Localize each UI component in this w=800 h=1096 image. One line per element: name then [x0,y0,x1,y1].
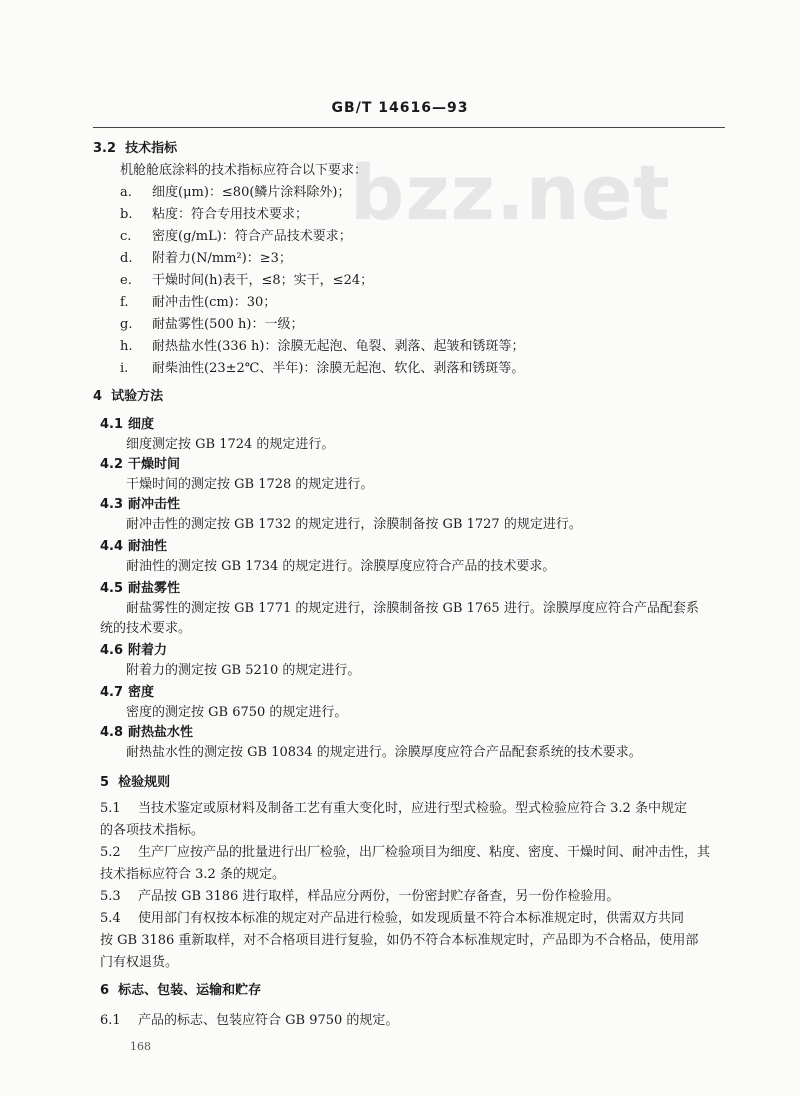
section-6-heading: 6 标志、包装、运输和贮存 [100,983,262,998]
paragraph-line: 按 GB 3186 重新取样，对不合格项目进行复验，如仍不符合本标准规定时，产品即为不合格品，使用部 [100,933,699,948]
paragraph-line: 5.4 使用部门有权按本标准的规定对产品进行检验，如发现质量不符合本标准规定时，供需双方共同 [100,911,685,926]
paragraph-line: 门有权退货。 [100,955,179,970]
list-item: e. 干燥时间(h)表干，≤8；实干，≤24； [120,273,374,288]
list-item: c. 密度(g/mL)：符合产品技术要求； [120,229,352,244]
paragraph-line: 附着力的测定按 GB 5210 的规定进行。 [126,663,361,678]
list-item: f. 耐冲击性(cm)：30； [120,295,277,310]
paragraph-line: 细度测定按 GB 1724 的规定进行。 [126,437,335,452]
section-title: 技术指标 [125,141,178,156]
paragraph-line: 密度的测定按 GB 6750 的规定进行。 [126,705,348,720]
list-item: h. 耐热盐水性(336 h)：涂膜无起泡、龟裂、剥落、起皱和锈斑等； [120,339,525,354]
subsection-heading: 4.2 干燥时间 [100,457,181,472]
paragraph-line: 6.1 产品的标志、包装应符合 GB 9750 的规定。 [100,1013,399,1028]
standard-header: GB/T 14616—93 [331,100,469,116]
subsection-heading: 4.7 密度 [100,685,155,700]
subsection-heading: 4.6 附着力 [100,643,168,658]
paragraph-line: 5.2 生产厂应按产品的批量进行出厂检验，出厂检验项目为细度、粘度、密度、干燥时间、耐冲击性，其 [100,845,711,860]
subsection-heading: 4.3 耐冲击性 [100,497,181,512]
site-watermark: bzz.net [350,148,671,237]
paragraph-line: 5.1 当技术鉴定或原材料及制备工艺有重大变化时，应进行型式检验。型式检验应符合 3.2 条中规定 [100,801,687,816]
section-number: 3.2 [93,141,117,156]
subsection-heading: 4.1 细度 [100,417,155,432]
paragraph-line: 5.3 产品按 GB 3186 进行取样，样品应分两份，一份密封贮存备查，另一份作检验用。 [100,889,620,904]
paragraph-line: 耐油性的测定按 GB 1734 的规定进行。涂膜厚度应符合产品的技术要求。 [126,559,556,574]
list-item: a. 细度(μm)：≤80(鳞片涂料除外)； [120,185,351,200]
section-4-heading: 4 试验方法 [93,389,164,404]
list-item: i. 耐柴油性(23±2℃、半年)：涂膜无起泡、软化、剥落和锈斑等。 [120,361,525,376]
paragraph-line: 技术指标应符合 3.2 条的规定。 [100,867,285,882]
paragraph-line: 耐冲击性的测定按 GB 1732 的规定进行，涂膜制备按 GB 1727 的规定进行。 [126,517,582,532]
section-3-2-heading [93,140,177,158]
list-item: b. 粘度：符合专用技术要求； [120,207,309,222]
section-3-2-intro: 机舱舱底涂料的技术指标应符合以下要求： [120,163,368,178]
paragraph-line: 的各项技术指标。 [100,823,205,838]
subsection-heading: 4.8 耐热盐水性 [100,725,194,740]
header-rule [93,127,725,128]
paragraph-line: 干燥时间的测定按 GB 1728 的规定进行。 [126,477,374,492]
list-item: g. 耐盐雾性(500 h)：一级； [120,317,304,332]
subsection-heading: 4.5 耐盐雾性 [100,581,181,596]
subsection-heading: 4.4 耐油性 [100,539,168,554]
list-item: d. 附着力(N/mm²)：≥3； [120,251,292,266]
paragraph-line: 耐热盐水性的测定按 GB 10834 的规定进行。涂膜厚度应符合产品配套系统的技术要求。 [126,745,642,760]
paragraph-line: 耐盐雾性的测定按 GB 1771 的规定进行，涂膜制备按 GB 1765 进行。涂膜厚度应符合产品配套系 [126,601,699,616]
paragraph-line: 统的技术要求。 [100,621,192,636]
page-number: 168 [130,1040,151,1053]
section-5-heading: 5 检验规则 [100,775,171,790]
